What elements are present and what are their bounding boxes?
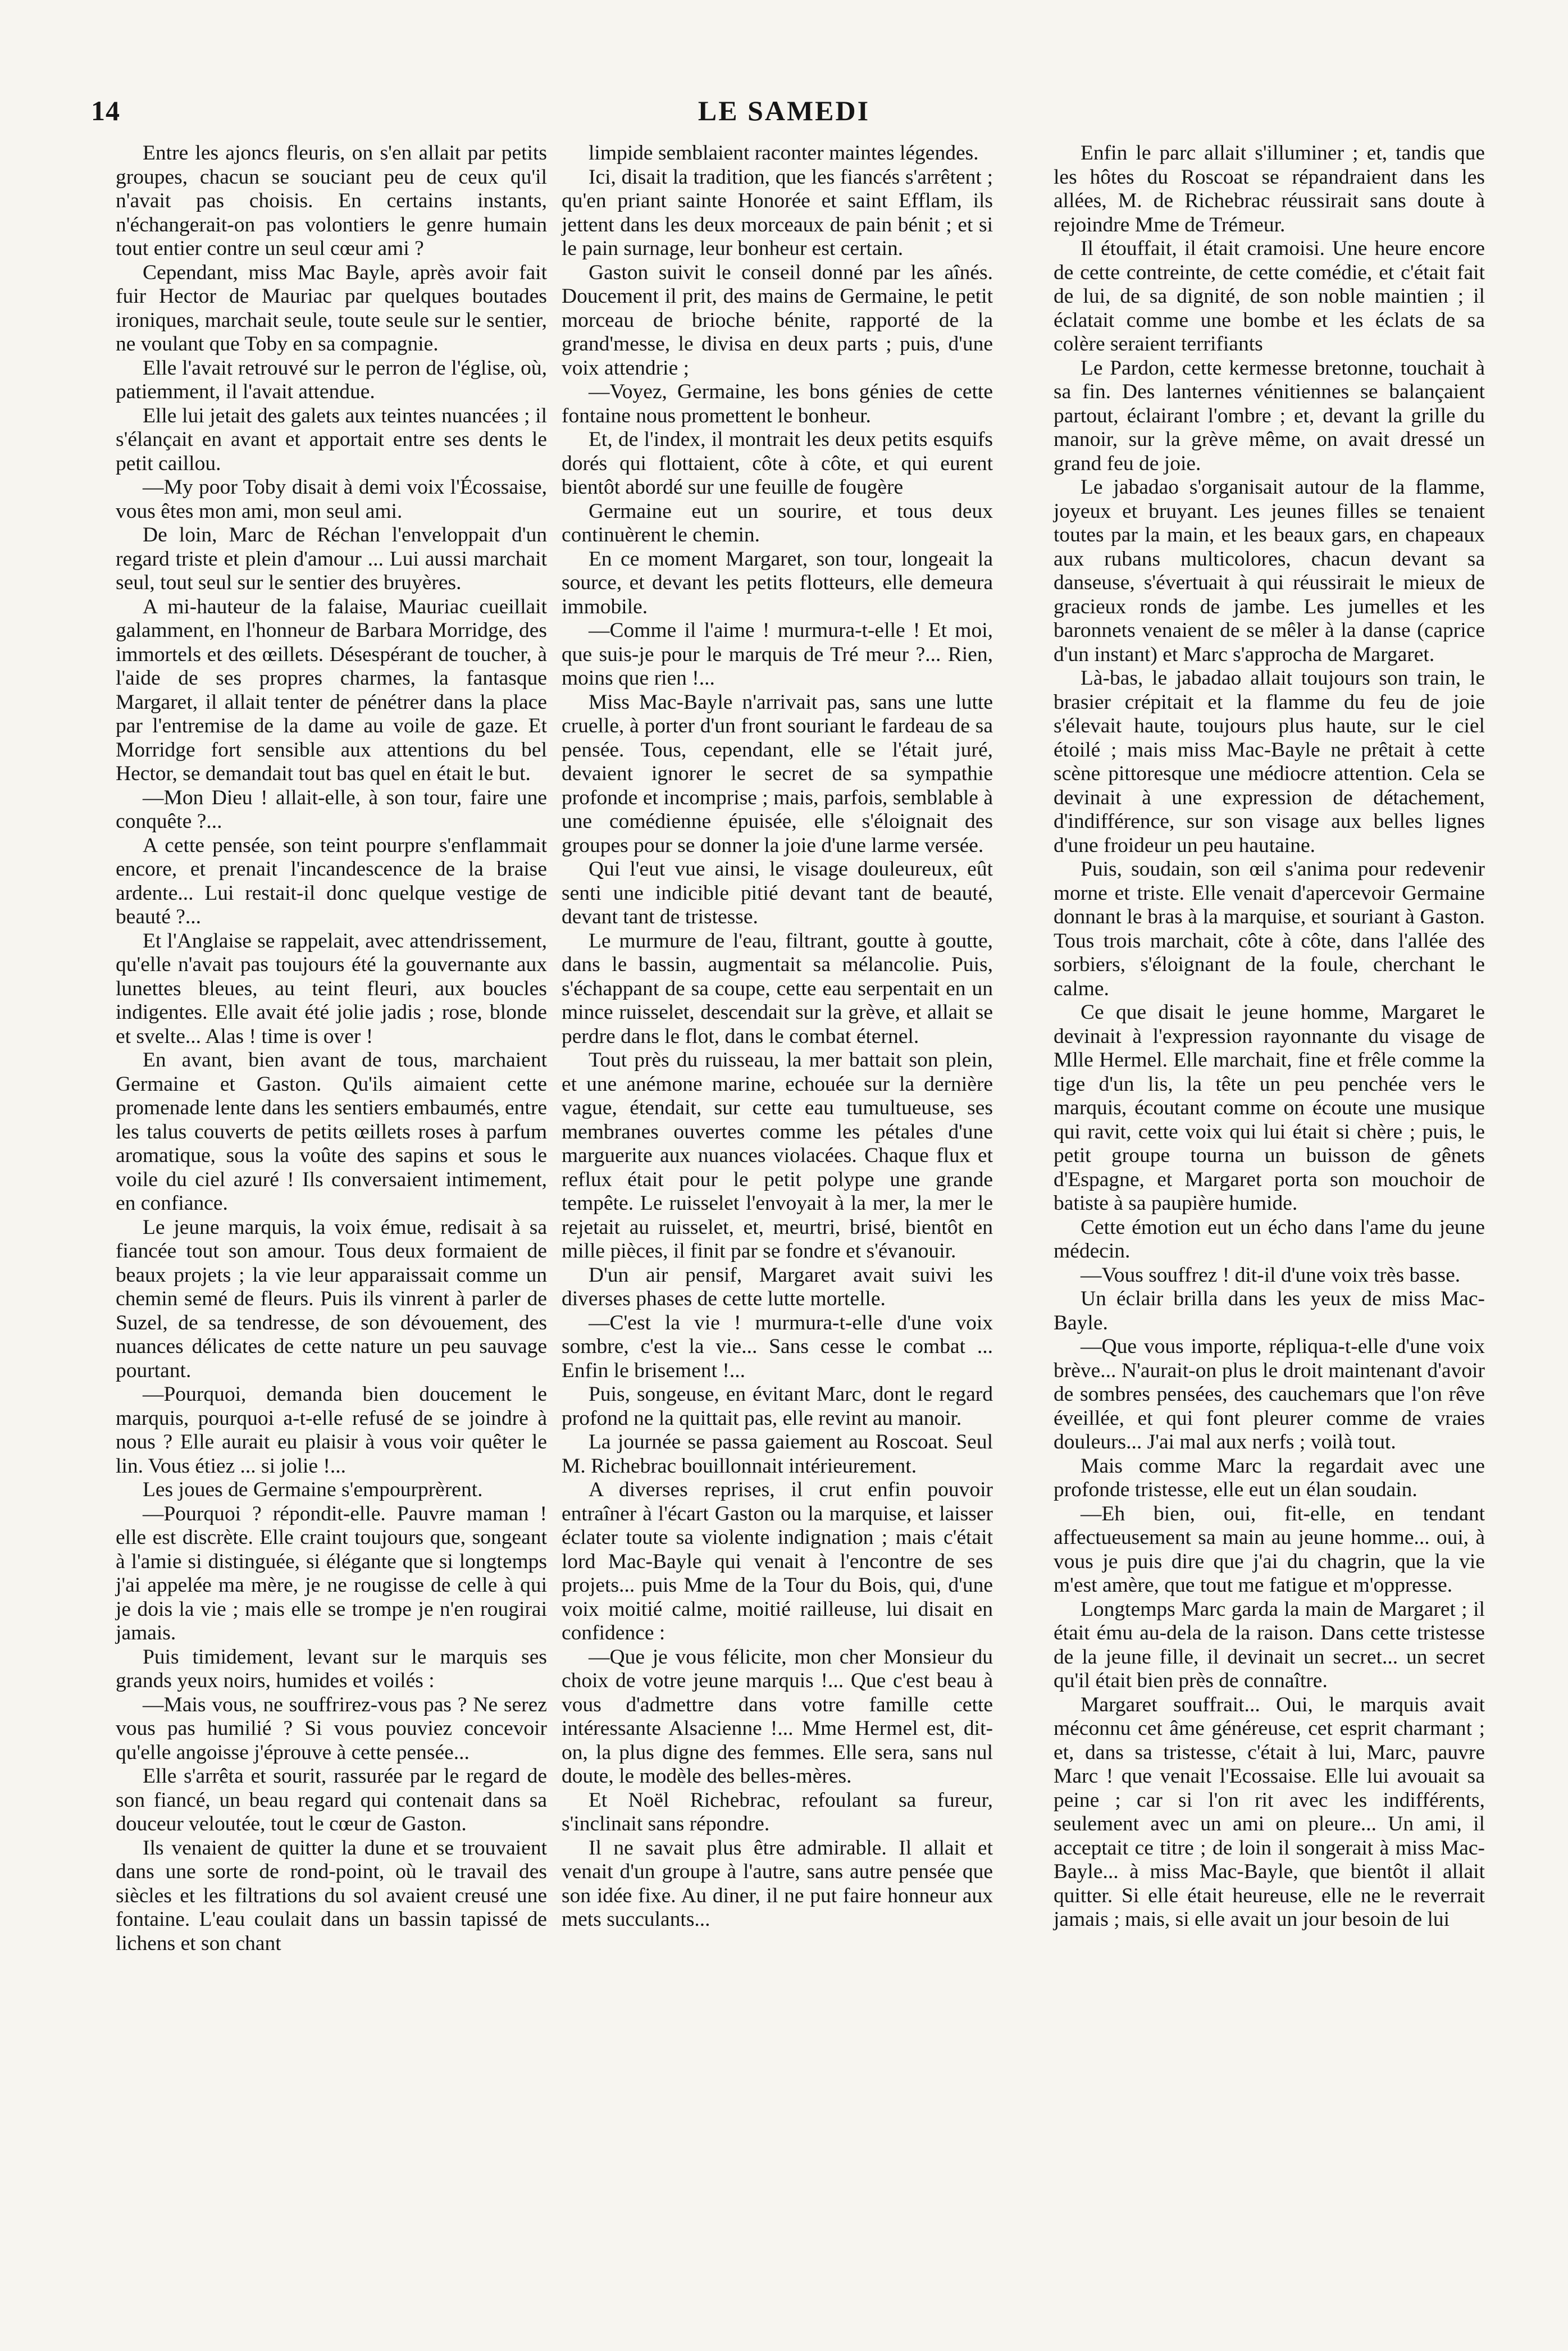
- paragraph: Et l'Anglaise se rappelait, avec attendrissement, qu'elle n'avait pas toujours été la gouvernante aux lunettes bleues, au teint fleuri, aux boucles indigentes. Elle avait été jolie jadis ; rose, blonde et svelte... Alas ! time is over !: [116, 929, 547, 1048]
- paragraph: —Pourquoi ? répondit-elle. Pauvre maman ! elle est discrète. Elle craint toujours que, songeant à l'amie si distinguée, si élégante que si longtemps j'ai appelée ma mère, je ne rougisse de celle à qui je dois la vie ; mais elle se trompe je n'en rougirai jamais.: [116, 1502, 547, 1644]
- paragraph: Margaret souffrait... Oui, le marquis avait méconnu cet âme généreuse, cet esprit charmant ; et, dans sa tristesse, c'était à lui, Marc, pauvre Marc ! que venait l'Ecossaise. Elle lui avouait sa peine ; car si l'on rit avec les indifférents, seulement avec un ami on pleure... Un ami, il acceptait ce titre ; de loin il songerait à miss Mac-Bayle... à miss Mac-Bayle, que bientôt il allait quitter. Si elle était heureuse, elle ne le reverrait jamais ; mais, si elle avait un jour besoin de lui: [1054, 1693, 1485, 1931]
- paragraph: Germaine eut un sourire, et tous deux continuèrent le chemin.: [562, 499, 993, 546]
- paragraph: D'un air pensif, Margaret avait suivi les diverses phases de cette lutte mortelle.: [562, 1263, 993, 1310]
- paragraph: Les joues de Germaine s'empourprèrent.: [143, 1478, 483, 1501]
- paragraph: En ce moment Margaret, son tour, longeait la source, et devant les petits flotteurs, elle demeura immobile.: [562, 547, 993, 618]
- paragraph: —Que vous importe, répliqua-t-elle d'une voix brève... N'aurait-on plus le droit maintenant d'avoir de sombres pensées, des cauchemars que l'on rêve éveillée, et qui font pleurer comme de vraies douleurs... J'ai mal aux nerfs ; voilà tout.: [1054, 1335, 1485, 1454]
- paragraph: A mi-hauteur de la falaise, Mauriac cueillait galamment, en l'honneur de Barbara Morridge, des immortels et des œillets. Désespérant de toucher, à l'aide de ses propres charmes, la fantasque Margaret, il allait tenter de pénétrer dans la place par l'entremise de la dame au voile de gaze. Et Morridge fort sensible aux attentions du bel Hector, se demandait tout bas quel en était le but.: [116, 595, 547, 785]
- paragraph: —My poor Toby disait à demi voix l'Écossaise, vous êtes mon ami, mon seul ami.: [116, 476, 547, 523]
- paragraph: Elle l'avait retrouvé sur le perron de l'église, où, patiemment, il l'avait attendue.: [116, 356, 547, 403]
- paragraph: Et, de l'index, il montrait les deux petits esquifs dorés qui flottaient, côte à côte, et qui eurent bientôt abordé sur une feuille de fougère: [562, 428, 993, 499]
- paragraph: Et Noël Richebrac, refoulant sa fureur, s'inclinait sans répondre.: [562, 1788, 993, 1835]
- paragraph: Puis timidement, levant sur le marquis ses grands yeux noirs, humides et voilés :: [116, 1645, 547, 1692]
- page-header: [0, 94, 1568, 130]
- paragraph: —Pourquoi, demanda bien doucement le marquis, pourquoi a-t-elle refusé de se joindre à nous ? Elle aurait eu plaisir à vous voir quêter le lin. Vous étiez ... si jolie !...: [116, 1383, 547, 1478]
- paragraph: —Eh bien, oui, fit-elle, en tendant affectueusement sa main au jeune homme... oui, à vous je puis dire que j'ai du chagrin, que la vie m'est amère, que tout me fatigue et m'oppresse.: [1054, 1502, 1485, 1597]
- paragraph: Tout près du ruisseau, la mer battait son plein, et une anémone marine, echouée sur la dernière vague, étendait, sur cette eau tumultueuse, ses membranes ouvertes comme les pétales d'une marguerite aux nuances violacées. Chaque flux et reflux était pour le petit polype une grande tempête. Le ruisselet l'envoyait à la mer, la mer le rejetait au ruisselet, et, meurtri, brisé, bientôt en mille pièces, il finit par se fondre et s'évanouir.: [562, 1049, 993, 1263]
- paragraph: —Mais vous, ne souffrirez-vous pas ? Ne serez vous pas humilié ? Si vous pouviez concevoir qu'elle angoisse j'éprouve à cette pensée...: [116, 1693, 547, 1764]
- paragraph: —C'est la vie ! murmura-t-elle d'une voix sombre, c'est la vie... Sans cesse le combat ... Enfin le brisement !...: [562, 1311, 993, 1382]
- paragraph: Il ne savait plus être admirable. Il allait et venait d'un groupe à l'autre, sans autre pensée que son idée fixe. Au diner, il ne put faire honneur aux mets succulants...: [562, 1836, 993, 1931]
- paragraph: Elle lui jetait des galets aux teintes nuancées ; il s'élançait en avant et apportait entre ses dents le petit caillou.: [116, 404, 547, 475]
- paragraph: Enfin le parc allait s'illuminer ; et, tandis que les hôtes du Roscoat se répandraient dans les allées, M. de Richebrac réussirait sans doute à rejoindre Mme de Trémeur.: [1054, 142, 1485, 236]
- paragraph: La journée se passa gaiement au Roscoat. Seul M. Richebrac bouillonnait intérieurement.: [562, 1430, 993, 1478]
- paragraph: A cette pensée, son teint pourpre s'enflammait encore, et prenait l'incandescence de la braise ardente... Lui restait-il donc quelque vestige de beauté ?...: [116, 833, 547, 928]
- text-column-3: [1054, 142, 1485, 1932]
- paragraph: limpide semblaient raconter maintes légendes.: [589, 142, 979, 165]
- paragraph: Mais comme Marc la regardait avec une profonde tristesse, elle eut un élan soudain.: [1054, 1454, 1485, 1501]
- paragraph: Ici, disait la tradition, que les fiancés s'arrêtent ; qu'en priant sainte Honorée et saint Efflam, ils jettent dans les deux morceaux de pain bénit ; et si le pain surnage, leur bonheur est certain.: [562, 165, 993, 260]
- paragraph: Elle s'arrêta et sourit, rassurée par le regard de son fiancé, un beau regard qui contenait dans sa douceur veloutée, tout le cœur de Gaston.: [116, 1765, 547, 1835]
- paragraph: Le murmure de l'eau, filtrant, goutte à goutte, dans le bassin, augmentait sa mélancolie. Puis, s'échappant de sa coupe, cette eau serpentait en un mince ruisselet, descendait sur la grève, et allait se perdre dans le flot, dans le combat éternel.: [562, 929, 993, 1048]
- paragraph: Cette émotion eut un écho dans l'ame du jeune médecin.: [1054, 1215, 1485, 1263]
- paragraph: —Que je vous félicite, mon cher Monsieur du choix de votre jeune marquis !... Que c'est beau à vous d'admettre dans votre famille cette intéressante Alsacienne !... Mme Hermel est, dit-on, la plus digne des femmes. Elle sera, sans nul doute, le modèle des belles-mères.: [562, 1645, 993, 1788]
- paragraph: Un éclair brilla dans les yeux de miss Mac-Bayle.: [1054, 1287, 1485, 1334]
- paragraph: Ils venaient de quitter la dune et se trouvaient dans une sorte de rond-point, où le travail des siècles et les filtrations du sol avaient creusé une fontaine. L'eau coulait dans un bassin tapissé de lichens et son chant: [116, 1836, 547, 1955]
- paragraph: Miss Mac-Bayle n'arrivait pas, sans une lutte cruelle, à porter d'un front souriant le fardeau de sa pensée. Tous, cependant, elle se l'était juré, devaient ignorer le secret de sa sympathie profonde et incomprise ; mais, parfois, semblable à une comédienne épuisée, elle s'éloignait des groupes pour se donner la joie d'une larme versée.: [562, 690, 993, 857]
- paragraph: Longtemps Marc garda la main de Margaret ; il était ému au-dela de la raison. Dans cette tristesse de la jeune fille, il devinait un secret... un secret qu'il était bien près de connaître.: [1054, 1597, 1485, 1692]
- paragraph: Le Pardon, cette kermesse bretonne, touchait à sa fin. Des lanternes vénitiennes se balançaient partout, éclairant l'ombre ; et, devant la grille du manoir, sur la grève même, on avait dressé un grand feu de joie.: [1054, 356, 1485, 475]
- paragraph: Puis, songeuse, en évitant Marc, dont le regard profond ne la quittait pas, elle revint au manoir.: [562, 1383, 993, 1430]
- page-number: 14: [91, 95, 120, 126]
- paragraph: —Vous souffrez ! dit-il d'une voix très basse.: [1081, 1263, 1461, 1287]
- paragraph: Le jeune marquis, la voix émue, redisait à sa fiancée tout son amour. Tous deux formaient de beaux projets ; la vie leur apparaissait comme un chemin semé de fleurs. Puis ils vinrent à parler de Suzel, de sa tendresse, de son dévouement, des nuances délicates de cette nature un peu sauvage pourtant.: [116, 1215, 547, 1382]
- paragraph: Puis, soudain, son œil s'anima pour redevenir morne et triste. Elle venait d'apercevoir Germaine donnant le bras à la marquise, et souriant à Gaston. Tous trois marchait, côte à côte, dans l'allée des sorbiers, s'éloignant de la foule, cherchant le calme.: [1054, 858, 1485, 1000]
- paragraph: Il étouffait, il était cramoisi. Une heure encore de cette contreinte, de cette comédie, et c'était fait de lui, de sa dignité, de son noble maintien ; il éclatait comme une bombe et les éclats de sa colère seraient terrifiants: [1054, 237, 1485, 356]
- paragraph: —Comme il l'aime ! murmura-t-elle ! Et moi, que suis-je pour le marquis de Tré meur ?... Rien, moins que rien !...: [562, 619, 993, 690]
- journal-title: LE SAMEDI: [698, 95, 870, 126]
- paragraph: Qui l'eut vue ainsi, le visage douleureux, eût senti une indicible pitié devant tant de beauté, devant tant de tristesse.: [562, 858, 993, 928]
- paragraph: A diverses reprises, il crut enfin pouvoir entraîner à l'écart Gaston ou la marquise, et laisser éclater toute sa violente indignation ; mais c'était lord Mac-Bayle qui venait à l'encontre de ses projets... puis Mme de la Tour du Bois, qui, d'une voix moitié calme, moitié railleuse, lui disait en confidence :: [562, 1478, 993, 1644]
- paragraph: —Mon Dieu ! allait-elle, à son tour, faire une conquête ?...: [116, 786, 547, 833]
- paragraph: —Voyez, Germaine, les bons génies de cette fontaine nous promettent le bonheur.: [562, 380, 993, 427]
- paragraph: Ce que disait le jeune homme, Margaret le devinait à l'expression rayonnante du visage de Mlle Hermel. Elle marchait, fine et frêle comme la tige d'un lis, la tête un peu penchée vers le marquis, écoutant comme on écoute une musique qui ravit, cette voix qui lui était si chère ; puis, le petit groupe tourna un buisson de gênets d'Espagne, et Margaret porta son mouchoir de batiste à sa paupière humide.: [1054, 1001, 1485, 1215]
- paragraph: De loin, Marc de Réchan l'enveloppait d'un regard triste et plein d'amour ... Lui aussi marchait seul, tout seul sur le sentier des bruyères.: [116, 523, 547, 594]
- text-column-2: [562, 142, 993, 1932]
- text-column-1: [116, 142, 547, 1956]
- paragraph: Le jabadao s'organisait autour de la flamme, joyeux et bruyant. Les jeunes filles se tenaient toutes par la main, et les beaux gars, en chapeaux aux rubans multicolores, chacun devant sa danseuse, s'évertuait à qui réussirait le mieux de gracieux ronds de jambe. Les jumelles et les baronnets venaient de se mêler à la danse (caprice d'un instant) et Marc s'approcha de Margaret.: [1054, 476, 1485, 666]
- paragraph: Entre les ajoncs fleuris, on s'en allait par petits groupes, chacun se souciant peu de ceux qu'il n'avait pas choisis. En certains instants, n'échangerait-on pas volontiers le genre humain tout entier contre un seul cœur ami ?: [116, 142, 547, 260]
- paragraph: En avant, bien avant de tous, marchaient Germaine et Gaston. Qu'ils aimaient cette promenade lente dans les sentiers embaumés, entre les talus couverts de petits œillets roses à parfum aromatique, sous la voûte des sapins et sous le voile du ciel azuré ! Ils conversaient intimement, en confiance.: [116, 1049, 547, 1215]
- paragraph: Là-bas, le jabadao allait toujours son train, le brasier crépitait et la flamme du feu de joie s'élevait haute, toujours plus haute, sur le ciel étoilé ; mais miss Mac-Bayle ne prêtait à cette scène pittoresque une médiocre attention. Cela se devinait à une expression de détachement, d'indifférence, sur son visage aux belles lignes d'une froideur un peu hautaine.: [1054, 667, 1485, 857]
- paragraph: Cependant, miss Mac Bayle, après avoir fait fuir Hector de Mauriac par quelques boutades ironiques, marchait seule, toute seule sur le sentier, ne voulant que Toby en sa compagnie.: [116, 261, 547, 356]
- paragraph: Gaston suivit le conseil donné par les aînés. Doucement il prit, des mains de Germaine, le petit morceau de brioche bénite, rapporté de la grand'messe, le divisa en deux parts ; puis, d'une voix attendrie ;: [562, 261, 993, 380]
